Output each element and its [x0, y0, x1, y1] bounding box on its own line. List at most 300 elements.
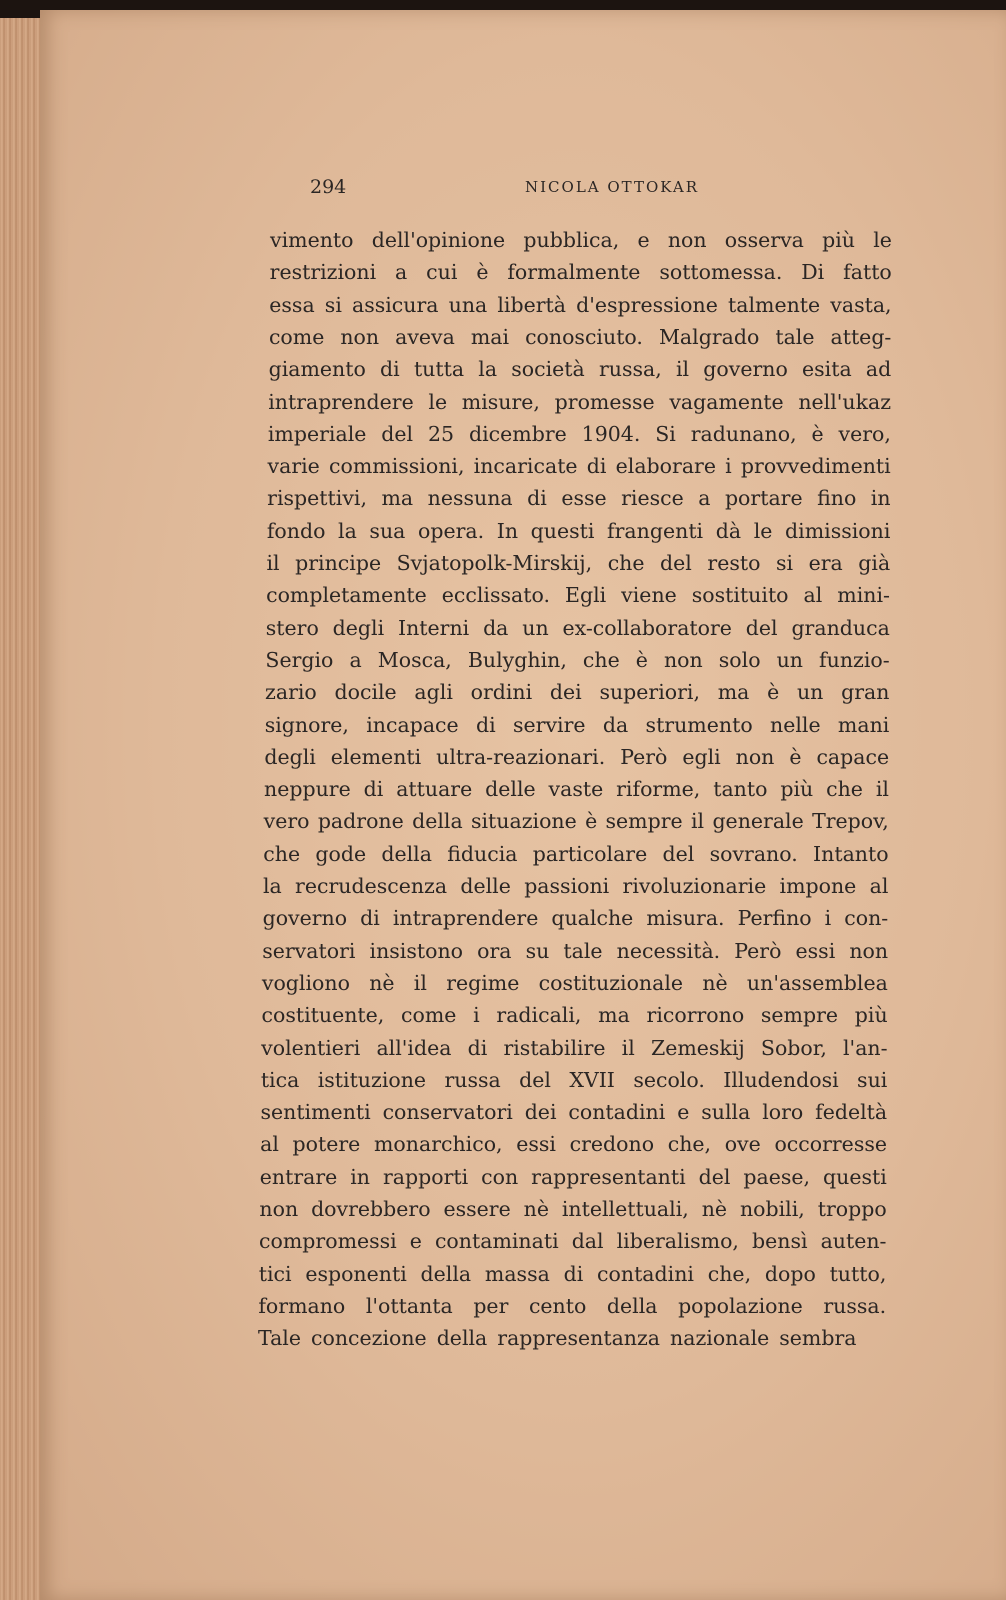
word: su [525, 938, 550, 963]
word: più [822, 228, 855, 252]
word: della [436, 1326, 488, 1351]
word: regime [446, 970, 520, 995]
word: e [409, 1229, 422, 1254]
word: secolo. [633, 1067, 705, 1092]
word: un [776, 647, 803, 672]
word: XVII [569, 1067, 615, 1092]
book-page [40, 10, 1006, 1600]
word: recrudescenza [295, 874, 448, 898]
word: massa [484, 1261, 550, 1286]
word: completamente [266, 583, 427, 608]
word: costituzionale [538, 970, 684, 995]
word: russa, [598, 357, 662, 382]
word: Zemeskij [650, 1035, 745, 1060]
word: opera. [417, 518, 485, 543]
word: non [259, 1197, 299, 1221]
text-line [259, 1258, 887, 1290]
word: cento [528, 1293, 587, 1318]
word: sulla [701, 1100, 751, 1125]
word: intellettuali, [561, 1197, 689, 1221]
word: e [677, 1100, 690, 1125]
word: più [780, 777, 814, 802]
word: è [635, 647, 648, 672]
word: per [473, 1293, 509, 1318]
word: Trepov, [812, 809, 889, 834]
word: vagamente [669, 389, 784, 414]
text-line [260, 1096, 887, 1128]
text-line [263, 902, 889, 934]
word: 25 [428, 421, 455, 446]
text-line [264, 773, 889, 805]
word: tale [775, 324, 815, 349]
word: Mosca, [377, 647, 452, 672]
word: contadini [597, 1261, 694, 1286]
word: dei [524, 1100, 557, 1125]
word: che, [667, 1132, 712, 1157]
word: al [803, 583, 823, 608]
word: con [481, 1164, 519, 1189]
word: della [606, 1293, 658, 1318]
word: vero, [838, 421, 891, 446]
word: e [637, 228, 650, 252]
word: da [602, 712, 629, 737]
word: è [476, 260, 489, 285]
word: dopo [764, 1261, 816, 1286]
word: concezione [311, 1326, 427, 1351]
word: resto [707, 551, 761, 575]
word: frangenti [607, 518, 704, 543]
word: nazionale [670, 1326, 770, 1351]
word: un [522, 615, 549, 640]
word: loro [762, 1100, 804, 1125]
word: occorresse [774, 1132, 887, 1157]
word: vogliono [261, 970, 350, 995]
word: di [363, 777, 384, 802]
word: incaricate [473, 454, 578, 479]
word: liberalismo, [616, 1229, 739, 1254]
word: dal [571, 1229, 604, 1254]
word: rapporti [382, 1164, 469, 1189]
word: essere [443, 1197, 511, 1221]
word: in [350, 1164, 371, 1189]
word: a [349, 647, 362, 672]
word: sui [857, 1067, 888, 1092]
running-head [310, 176, 950, 202]
text-line [264, 805, 889, 837]
word: sembra [779, 1326, 857, 1351]
text-line [265, 709, 890, 741]
word: troppo [817, 1197, 887, 1221]
text-line [261, 1064, 888, 1096]
word: di [475, 712, 496, 737]
word: esponenti [305, 1261, 407, 1286]
word: fatto [843, 260, 892, 285]
word: le [873, 228, 892, 252]
word: situazione [470, 809, 577, 834]
word: ma [381, 486, 414, 511]
word: con- [844, 906, 889, 931]
word: d'espressione [576, 292, 718, 317]
word: si [324, 292, 342, 317]
word: fiducia [447, 841, 518, 866]
word: fondo [266, 518, 326, 543]
word: degli [264, 744, 316, 769]
word: governo [262, 906, 348, 931]
page-number: 294 [310, 176, 347, 198]
text-line [259, 1193, 886, 1225]
word: capace [816, 744, 890, 769]
word: viene [621, 583, 677, 608]
word: superiori, [599, 680, 701, 705]
word: in [870, 486, 891, 511]
word: compromessi [259, 1229, 397, 1254]
text-line [262, 967, 888, 999]
word: Intanto [813, 841, 889, 866]
word: sempre [605, 809, 683, 834]
word: monarchico, [373, 1132, 503, 1157]
word: Di [801, 260, 825, 285]
word: della [420, 1261, 472, 1286]
word: costituente, [261, 1003, 385, 1028]
text-line [264, 741, 889, 773]
word: degli [332, 615, 385, 640]
word: le [428, 389, 448, 414]
word: è [811, 421, 824, 446]
word: il [691, 809, 705, 834]
word: dei [549, 680, 582, 705]
word: del [660, 551, 692, 575]
word: elementi [330, 744, 422, 769]
word: tanto [713, 777, 768, 802]
word: mani [837, 712, 890, 737]
word: essa [269, 292, 315, 317]
word: è [585, 809, 598, 834]
word: provvedimenti [740, 454, 891, 479]
word: del [662, 841, 695, 866]
word: dicembre [468, 421, 567, 446]
word: a [698, 486, 711, 511]
word: la [262, 874, 282, 898]
word: il [675, 357, 690, 382]
word: più [854, 1003, 888, 1028]
text-line [260, 1161, 887, 1193]
word: non [663, 647, 703, 672]
word: nessuna [427, 486, 513, 511]
word: della [412, 809, 463, 834]
word: servire [513, 712, 586, 737]
word: nè [701, 1197, 728, 1221]
word: principe [295, 551, 382, 575]
word: egli [682, 744, 721, 769]
word: del [745, 615, 778, 640]
text-line [262, 999, 888, 1031]
word: rappresentanti [531, 1164, 686, 1189]
word: nè [523, 1197, 549, 1221]
word: ma [717, 680, 750, 705]
word: di [527, 486, 547, 511]
word: un'assemblea [746, 970, 888, 995]
word: misure, [461, 389, 540, 414]
text-line [262, 935, 888, 967]
word: esita [802, 357, 852, 382]
word: da [483, 615, 509, 640]
word: questi [530, 518, 595, 543]
word: sostituito [691, 583, 789, 608]
word: Malgrado [658, 324, 760, 349]
word: riesce [621, 486, 684, 511]
word: Tale [258, 1326, 301, 1351]
word: di [586, 454, 607, 479]
word: impone [779, 874, 857, 898]
word: funzio- [819, 647, 890, 672]
word: docile [334, 680, 397, 705]
word: credono [569, 1132, 655, 1157]
text-line [269, 289, 891, 321]
word: contadini [568, 1100, 666, 1125]
word: tale [563, 938, 603, 963]
word: potere [292, 1132, 361, 1157]
text-line [269, 353, 892, 385]
word: di [360, 906, 380, 931]
word: tutta [413, 357, 465, 382]
word: tici [258, 1261, 292, 1286]
word: vaste [548, 777, 604, 802]
word: necessità. [616, 938, 721, 963]
word: essi [516, 1132, 556, 1157]
word: vasta, [830, 292, 892, 317]
word: tutto, [829, 1261, 887, 1286]
word: ora [477, 938, 512, 963]
word: formano [258, 1293, 346, 1318]
word: al [260, 1132, 279, 1157]
word: Perfino [737, 906, 812, 931]
word: generale [712, 809, 804, 834]
word: che, [707, 1261, 752, 1286]
word: del [698, 1164, 731, 1189]
word: bensì [751, 1229, 808, 1254]
running-title: NICOLA OTTOKAR [525, 178, 699, 196]
word: di [563, 1261, 584, 1286]
word: come [401, 1003, 457, 1028]
word: talmente [727, 292, 821, 317]
word: dà [715, 518, 742, 543]
word: nelle [770, 712, 821, 737]
word: i [824, 906, 832, 931]
word: nè [369, 970, 395, 995]
word: ex-collaboratore [562, 615, 732, 640]
word: pubblica, [523, 228, 620, 252]
word: mai [470, 324, 510, 349]
word: nobili, [739, 1197, 805, 1221]
text-line [267, 515, 891, 547]
word: strumento [645, 712, 753, 737]
word: particolare [532, 841, 648, 866]
word: dell'opinione [371, 228, 506, 252]
word: società [511, 357, 585, 382]
word: promesse [554, 389, 655, 414]
word: il [413, 970, 427, 995]
word: sua [369, 518, 406, 543]
text-line [269, 321, 892, 353]
word: portare [724, 486, 803, 511]
word: era [808, 551, 843, 575]
word: ricorrono [646, 1003, 745, 1028]
text-line [267, 482, 890, 514]
word: ordini [470, 680, 533, 705]
word: tica [260, 1067, 300, 1092]
word: padrone [317, 809, 404, 834]
word: fedeltà [815, 1100, 888, 1125]
word: la [478, 357, 498, 382]
text-line [265, 644, 889, 676]
word: Si [655, 421, 676, 446]
word: granduca [791, 615, 890, 640]
word: radunano, [690, 421, 797, 446]
word: esse [561, 486, 607, 511]
word: Egli [564, 583, 607, 608]
word: già [858, 551, 891, 575]
text-line [268, 386, 891, 418]
text-line [263, 870, 889, 902]
word: della [381, 841, 432, 866]
word: rappresentanza [497, 1326, 661, 1351]
word: incapace [366, 712, 459, 737]
word: gran [841, 680, 890, 705]
word: gode [315, 841, 367, 866]
word: auten- [820, 1229, 887, 1254]
text-line [260, 1128, 887, 1160]
text-line [268, 418, 891, 450]
word: non [340, 324, 380, 349]
word: Illudendosi [723, 1067, 839, 1092]
word: il [266, 551, 280, 575]
word: vimento [270, 228, 354, 252]
word: l'ottanta [365, 1293, 453, 1318]
word: vero [263, 809, 310, 834]
text-line [270, 224, 892, 256]
word: popolazione [678, 1293, 803, 1318]
word: russa. [823, 1293, 887, 1318]
word: rivoluzionarie [622, 874, 767, 898]
word: le [753, 518, 773, 543]
word: dimissioni [785, 518, 891, 543]
word: aveva [395, 324, 455, 349]
word: elaborare [615, 454, 716, 479]
text-line [258, 1290, 886, 1322]
word: Bulyghin, [467, 647, 567, 672]
word: insistono [369, 938, 464, 963]
word: del [381, 421, 414, 446]
word: delle [460, 874, 511, 898]
word: del [519, 1067, 551, 1092]
word: giamento [268, 357, 366, 382]
word: Sergio [265, 647, 334, 672]
text-line [266, 612, 890, 644]
word: qualche [551, 906, 634, 931]
text-line [263, 838, 888, 870]
word: rispettivi, [267, 486, 367, 511]
word: non [667, 228, 707, 252]
word: all'idea [376, 1035, 452, 1060]
word: Però [620, 744, 668, 769]
text-line [268, 450, 891, 482]
word: imperiale [267, 421, 367, 446]
text-line [270, 256, 892, 288]
word: Sobor, [760, 1035, 827, 1060]
word: signore, [264, 712, 349, 737]
word: al [869, 874, 889, 898]
word: radicali, [496, 1003, 582, 1028]
text-line [266, 579, 890, 611]
word: riforme, [616, 777, 701, 802]
word: intraprendere [268, 389, 414, 414]
word: intraprendere [392, 906, 539, 931]
text-line [258, 1322, 886, 1354]
word: russa [444, 1067, 501, 1092]
word: delle [485, 777, 536, 802]
word: attuare [396, 777, 473, 802]
word: osserva [724, 228, 804, 252]
word: stero [265, 615, 319, 640]
word: di [467, 1035, 488, 1060]
word: non [849, 938, 889, 963]
word: a [395, 260, 408, 285]
word: assicura [351, 292, 439, 317]
word: ma [598, 1003, 630, 1028]
word: una [448, 292, 488, 317]
word: contaminati [434, 1229, 559, 1254]
word: non [735, 744, 775, 769]
word: è [767, 680, 780, 705]
word: mini- [837, 583, 890, 608]
word: che [263, 841, 301, 866]
word: In [496, 518, 519, 543]
word: il [875, 777, 889, 802]
word: governo [703, 357, 788, 382]
word: che [826, 777, 863, 802]
word: sovrano. [709, 841, 798, 866]
word: dovrebbero [311, 1197, 431, 1221]
word: essi [795, 938, 836, 963]
word: i [473, 1003, 480, 1028]
word: entrare [259, 1164, 338, 1189]
word: formalmente [507, 260, 641, 285]
word: volentieri [261, 1035, 361, 1060]
word: atteg- [830, 324, 892, 349]
text-line [259, 1225, 886, 1257]
word: Però [734, 938, 782, 963]
word: misura. [646, 906, 725, 931]
word: di [380, 357, 400, 382]
word: agli [414, 680, 453, 705]
word: un [796, 680, 824, 705]
word: l'an- [843, 1035, 888, 1060]
word: sentimenti [260, 1100, 371, 1125]
word: passioni [524, 874, 610, 898]
word: commissioni, [329, 454, 465, 479]
word: ove [724, 1132, 761, 1157]
word: servatori [262, 938, 356, 963]
word: la [338, 518, 357, 543]
word: libertà [497, 292, 567, 317]
word: Svjatopolk-Mirskij, [396, 551, 593, 575]
word: sottomessa. [659, 260, 783, 285]
word: varie [267, 454, 320, 479]
text-line [265, 676, 889, 708]
word: solo [718, 647, 761, 672]
word: neppure [264, 777, 351, 802]
word: conosciuto. [525, 324, 643, 349]
